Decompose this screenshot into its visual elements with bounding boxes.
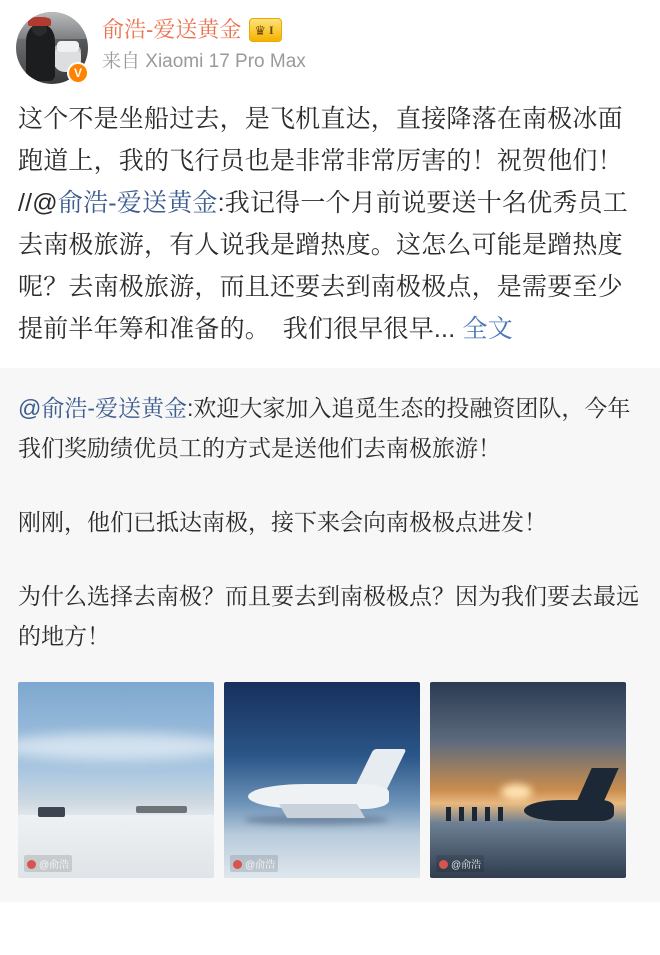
retweet-paragraph-3: 为什么选择去南极？而且要去到南极极点？因为我们要去最远的地方！ [18,583,639,649]
author-name[interactable]: 俞浩-爱送黄金 [102,17,242,42]
post-content [0,90,660,360]
post-header [0,0,660,90]
author-meta [102,12,306,74]
retweet-paragraph-2: 刚刚，他们已抵达南极，接下来会向南极极点进发！ [18,509,547,535]
antarctic-runway-photo[interactable] [18,682,214,878]
sunset-jet-photo[interactable] [430,682,626,878]
image-watermark: @俞浩 [436,855,484,872]
private-jet-on-ice-photo[interactable] [224,682,420,878]
image-watermark: @俞浩 [24,855,72,872]
retweet-paragraph-1 [18,388,642,468]
retweet-mention-link[interactable]: @俞浩-爱送黄金 [18,395,188,421]
vip-level-label: I [268,23,274,37]
post-text-after-mention: :我记得一个月前说要送十名优秀员工去南极旅游，有人说我是蹭热度。这怎么可能是蹭热度呢？去南极旅游，而且还要去到南极极点，是需要至少提前半年筹和准备的。 我们很早很早... [18,189,628,343]
retweeted-post-card[interactable] [0,368,660,902]
verified-badge-icon: V [67,62,89,84]
post-source: 来自 Xiaomi 17 Pro Max [102,51,306,72]
retweet-text-1: :欢迎大家加入追觅生态的投融资团队，今年我们奖励绩优员工的方式是送他们去南极旅游！ [18,395,631,461]
vip-crown-badge[interactable] [249,18,281,42]
post-text-main: 这个不是坐船过去，是飞机直达，直接降落在南极冰面跑道上，我的飞行员也是非常非常厉害的！祝贺他们！ //@ [18,105,649,217]
image-grid [18,682,642,878]
avatar[interactable] [16,12,88,84]
expand-full-text-link[interactable]: 全文 [462,315,513,343]
author-name-row [102,16,306,44]
post-mention-link[interactable]: 俞浩-爱送黄金 [57,189,218,217]
image-watermark: @俞浩 [230,855,278,872]
crown-icon: ♛ [254,22,266,38]
